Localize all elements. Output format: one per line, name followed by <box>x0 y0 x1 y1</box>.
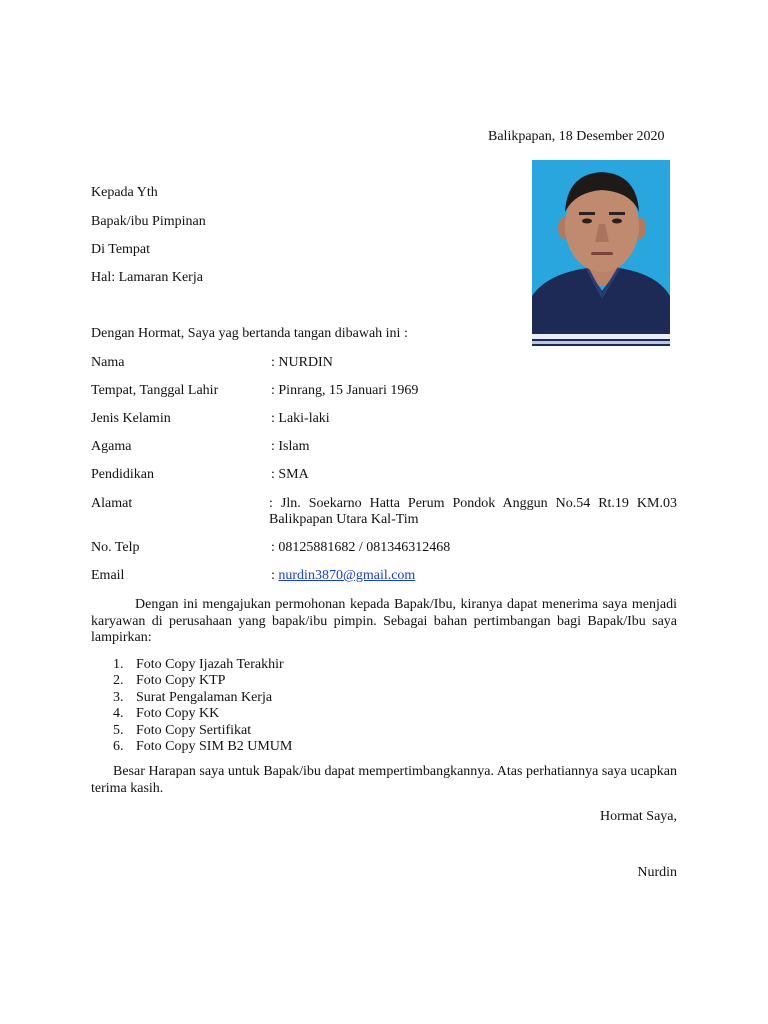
intro-text: Dengan Hormat, Saya yag bertanda tangan dibawah ini : <box>91 326 408 341</box>
field-label-phone: No. Telp <box>91 540 140 555</box>
field-value-phone: : 08125881682 / 081346312468 <box>271 540 451 555</box>
place-date: Balikpapan, 18 Desember 2020 <box>488 129 665 144</box>
closing-paragraph: Besar Harapan saya untuk Bapak/ibu dapat mempertimbangkannya. Atas perhatiannya saya ucapkan terima kasih. <box>91 764 677 796</box>
list-number: 1. <box>113 657 124 672</box>
body-paragraph: Dengan ini mengajukan permohonan kepada Bapak/Ibu, kiranya dapat menerima saya menjadi karyawan di perusahaan yang bapak/ibu pimpin. Sebagai bahan pertimbangan bagi Bapak/Ibu saya lampirkan: <box>91 597 677 645</box>
field-value-name: : NURDIN <box>271 355 333 370</box>
field-value-religion: : Islam <box>271 439 310 454</box>
applicant-photo <box>527 156 677 353</box>
portrait-image <box>527 156 677 353</box>
field-label-name: Nama <box>91 355 125 370</box>
list-item <box>91 723 491 739</box>
email-link[interactable]: nurdin3870@gmail.com <box>278 568 416 583</box>
list-number: 2. <box>113 673 124 689</box>
attachment-list <box>91 657 491 755</box>
field-label-address: Alamat <box>91 496 133 511</box>
list-text: Surat Pengalaman Kerja <box>136 689 273 705</box>
recipient-line-3: Di Tempat <box>91 242 151 257</box>
email-prefix: : <box>271 568 279 583</box>
field-value-email <box>271 568 415 584</box>
subject-line: Hal: Lamaran Kerja <box>91 270 203 285</box>
list-number: 5. <box>113 722 124 738</box>
list-number: 4. <box>113 706 124 722</box>
signature-name: Nurdin <box>637 865 677 880</box>
list-text: Foto Copy Sertifikat <box>136 722 252 738</box>
field-label-email: Email <box>91 568 125 583</box>
list-item <box>91 739 491 755</box>
list-number: 6. <box>113 738 124 754</box>
field-value-education: : SMA <box>271 467 309 482</box>
field-value-birth: : Pinrang, 15 Januari 1969 <box>271 383 419 398</box>
field-label-gender: Jenis Kelamin <box>91 411 171 426</box>
field-label-birth: Tempat, Tanggal Lahir <box>91 383 219 398</box>
list-item <box>91 690 491 706</box>
list-item <box>91 706 491 722</box>
list-number: 3. <box>113 689 124 705</box>
list-text: Foto Copy KK <box>136 706 220 722</box>
list-text: Foto Copy SIM B2 UMUM <box>136 738 293 754</box>
sign-off: Hormat Saya, <box>600 809 677 824</box>
list-item <box>91 673 491 689</box>
field-value-gender: : Laki-laki <box>271 411 330 426</box>
recipient-line-1: Kepada Yth <box>91 185 158 200</box>
list-item <box>91 657 491 673</box>
field-label-religion: Agama <box>91 439 132 454</box>
list-text: Foto Copy Ijazah Terakhir <box>136 657 284 672</box>
recipient-line-2: Bapak/ibu Pimpinan <box>91 214 206 229</box>
field-label-education: Pendidikan <box>91 467 154 482</box>
list-text: Foto Copy KTP <box>136 673 226 689</box>
field-value-address: : Jln. Soekarno Hatta Perum Pondok Anggun No.54 Rt.19 KM.03 Balikpapan Utara Kal-Tim <box>269 496 677 527</box>
